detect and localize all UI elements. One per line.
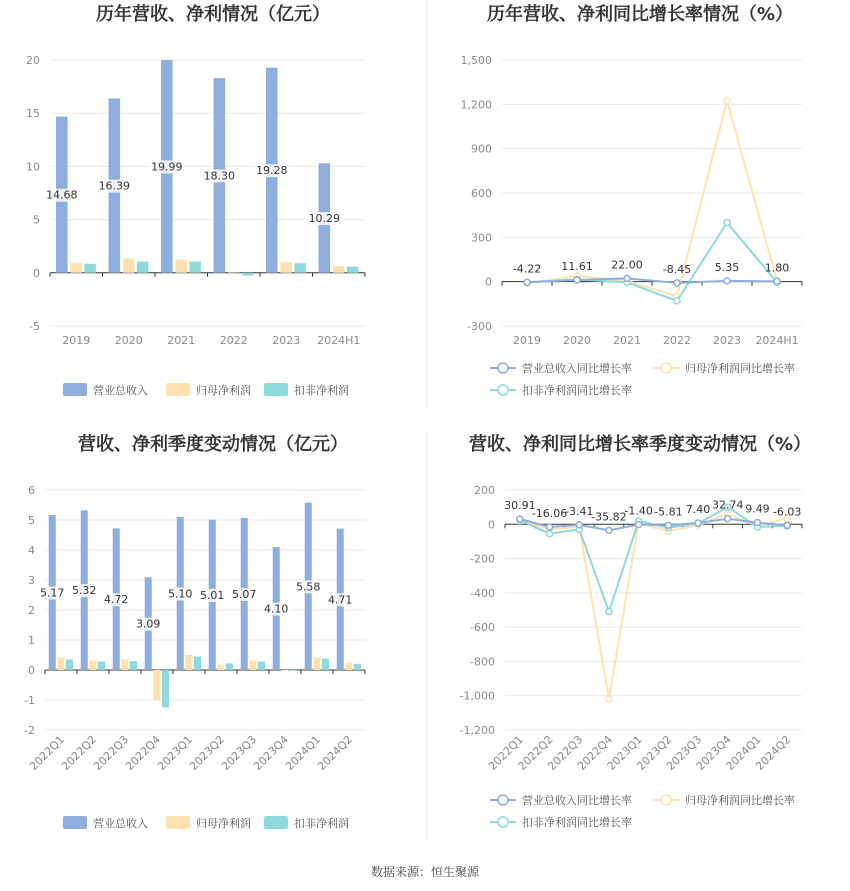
bar-net-profit [345,663,352,671]
x-tick-label: 2022Q4 [123,732,164,773]
legend-label: 扣非净利润 [294,384,349,397]
legend-marker [498,363,508,373]
point-revenue-growth [774,278,780,284]
y-tick-label: 200 [474,484,495,497]
bar-deducted-profit [290,670,297,671]
bar-net-profit [185,655,192,670]
legend-label: 营业总收入同比增长率 [522,794,632,807]
y-tick-label: 10 [26,160,40,174]
legend-swatch [166,383,190,396]
legend-label: 扣非净利润同比增长率 [522,816,632,829]
y-tick-label: 0 [28,664,35,677]
data-label: -8.45 [662,262,692,276]
annual-growth-rate-chart [461,3,803,397]
y-tick-label: -300 [467,320,492,333]
data-label: 5.58 [295,580,321,594]
x-tick-label: 2024Q2 [315,732,356,773]
y-tick-label: 900 [471,142,492,156]
point-deducted-profit-growth [724,220,730,226]
bar-deducted-profit [226,663,233,670]
x-tick-label: 2023Q3 [219,732,260,773]
y-tick-label: -200 [470,552,495,566]
y-tick-label: -5 [29,320,40,333]
x-tick-label: 2020 [563,334,591,347]
quarterly-growth-rate-chart [460,433,811,829]
chart-title: 历年营收、净利情况（亿元） [96,4,330,25]
bar-net-profit [123,258,135,272]
x-tick-label: 2022Q2 [515,732,556,773]
x-tick-label: 2022Q3 [91,732,132,773]
data-label: 19.99 [151,160,183,174]
data-label: -35.82 [591,510,627,524]
bar-deducted-profit [294,263,306,273]
point-revenue-growth [576,522,582,528]
data-label: -3.41 [565,504,594,518]
legend-marker [661,363,671,373]
legend-marker [498,817,508,827]
bar-deducted-profit [84,264,96,273]
x-tick-label: 2022Q3 [545,732,586,773]
x-tick-label: 2024H1 [317,334,361,347]
data-source-note: 数据来源：恒生聚源 [370,865,480,879]
legend-label: 扣非净利润同比增长率 [522,384,632,397]
x-tick-label: 2024Q2 [753,732,794,773]
data-label: 11.61 [561,259,593,273]
y-tick-label: 3 [28,574,35,587]
data-label: 1.80 [764,261,790,275]
x-tick-label: 2023 [713,334,741,347]
data-label: -6.03 [772,505,802,519]
bar-net-profit [333,266,345,273]
legend-label: 归母净利润同比增长率 [685,794,795,807]
legend-label: 归母净利润同比增长率 [685,362,795,375]
y-tick-label: 5 [33,213,40,227]
y-tick-label: 5 [28,514,35,527]
y-tick-label: 1 [28,634,35,647]
legend-marker [498,795,508,805]
legend-label: 归母净利润 [196,817,251,830]
bar-deducted-profit [258,662,265,670]
x-tick-label: 2023Q4 [251,732,292,773]
y-tick-label: -1 [24,694,35,707]
legend-label: 扣非净利润 [294,817,349,830]
bar-net-profit [175,260,187,273]
point-revenue-growth [665,522,671,528]
y-tick-label: 300 [471,231,492,245]
x-tick-label: 2024Q1 [283,732,324,773]
bar-net-profit [280,262,292,273]
bar-net-profit [313,657,320,670]
legend-marker [498,385,508,395]
bar-deducted-profit [194,657,201,671]
y-tick-label: -1,200 [459,724,495,737]
bar-deducted-profit [189,262,201,273]
data-label: 7.40 [685,503,711,517]
y-tick-label: 1,500 [460,54,492,67]
x-tick-label: 2022 [219,334,248,347]
bar-net-profit [249,660,256,670]
legend-swatch [166,816,190,829]
y-tick-label: -400 [470,586,495,600]
y-tick-label: -1,000 [459,689,495,703]
data-label: -5.81 [654,505,683,519]
bar-deducted-profit [347,267,359,273]
point-revenue-growth [624,275,630,281]
legend-marker [661,795,671,805]
legend-label: 营业总收入同比增长率 [522,362,632,375]
point-revenue-growth [574,277,580,283]
data-label: 10.29 [308,212,341,226]
point-revenue-growth [606,527,612,533]
bar-deducted-profit [162,670,169,708]
x-tick-label: 2023Q3 [664,732,705,773]
quarterly-revenue-profit-chart [24,433,365,830]
bar-net-profit [70,263,82,273]
legend-swatch [63,383,87,396]
x-tick-label: 2022Q1 [485,732,526,773]
x-tick-label: 2023Q2 [187,732,228,773]
point-net-profit-growth [606,696,612,702]
bar-net-profit [57,657,64,670]
x-tick-label: 2021 [167,334,196,347]
point-deducted-profit-growth [547,531,553,537]
legend-swatch [63,816,87,829]
data-label: 30.91 [504,498,536,512]
data-label: 14.68 [46,188,78,202]
bar-net-profit [217,665,224,670]
point-revenue-growth [636,522,642,528]
bar-net-profit [281,670,288,671]
point-revenue-growth [784,522,790,528]
point-revenue-growth [754,520,760,526]
legend-label: 归母净利润 [196,384,251,397]
y-tick-label: 600 [471,187,492,200]
bar-net-profit [153,670,160,700]
legend-swatch [264,383,288,396]
bar-net-profit [89,660,96,670]
y-tick-label: 4 [28,544,35,557]
data-label: 5.07 [231,587,257,601]
x-tick-label: 2024H1 [755,334,799,347]
line-net-profit-growth [520,514,787,699]
y-tick-label: 2 [28,604,35,617]
x-tick-label: 2022Q1 [27,732,68,773]
data-label: -4.22 [512,262,542,276]
point-revenue-growth [547,524,553,530]
point-revenue-growth [725,516,731,522]
x-tick-label: 2021 [613,334,641,347]
point-revenue-growth [517,516,523,522]
point-revenue-growth [695,520,701,526]
x-tick-label: 2023Q2 [634,732,675,773]
x-tick-label: 2022Q4 [575,732,616,773]
x-tick-label: 2019 [513,334,541,347]
data-label: 4.10 [263,602,289,616]
bar-net-profit [121,660,128,671]
bar-deducted-profit [66,660,73,671]
legend-label: 营业总收入 [93,384,148,397]
annual-revenue-profit-chart [26,3,365,397]
legend-swatch [264,816,288,829]
data-label: 4.72 [103,593,129,607]
bar-deducted-profit [137,262,149,273]
bar-deducted-profit [354,664,361,670]
data-label: -1.40 [624,504,653,518]
chart-title: 历年营收、净利同比增长率情况（%） [486,4,794,25]
data-label: 5.35 [714,260,740,274]
data-label: 5.10 [167,587,193,601]
data-label: -16.06 [531,507,568,521]
x-tick-label: 2023Q1 [155,732,196,773]
point-net-profit-growth [724,98,730,104]
y-tick-label: 0 [488,518,495,532]
point-deducted-profit-growth [606,609,612,615]
y-tick-label: 6 [28,484,35,497]
x-tick-label: 2023Q4 [693,732,734,773]
y-tick-label: 15 [26,107,40,121]
data-label: 5.01 [199,588,225,602]
data-label: 5.17 [39,586,65,600]
data-label: 19.28 [256,164,288,178]
point-revenue-growth [674,280,680,286]
x-tick-label: 2020 [114,334,143,347]
data-label: 9.49 [745,502,770,516]
y-tick-label: 20 [26,54,40,67]
y-tick-label: 1,200 [460,98,492,112]
data-label: 4.71 [327,593,353,607]
legend-label: 营业总收入 [93,817,148,830]
x-tick-label: 2019 [62,334,91,347]
y-tick-label: -800 [470,655,495,669]
bar-deducted-profit [130,661,137,670]
data-label: 32.74 [712,498,744,512]
chart-title: 营收、净利同比增长率季度变动情况（%） [468,434,812,455]
y-tick-label: 0 [33,266,40,280]
y-tick-label: -2 [24,724,35,737]
x-tick-label: 2023Q1 [604,732,645,773]
y-tick-label: -600 [470,621,495,635]
data-label: 5.32 [71,584,97,598]
bar-net-profit [228,272,240,273]
data-label: 16.39 [98,179,131,193]
bar-deducted-profit [322,659,329,670]
point-revenue-growth [724,278,730,284]
data-label: 3.09 [135,617,161,631]
point-revenue-growth [524,279,530,285]
x-tick-label: 2022Q2 [59,732,100,773]
bar-deducted-profit [98,662,105,670]
x-tick-label: 2022 [663,334,691,347]
chart-title: 营收、净利季度变动情况（亿元） [78,434,348,455]
x-tick-label: 2024Q1 [723,732,764,773]
point-deducted-profit-growth [674,298,680,304]
y-tick-label: 0 [485,275,492,289]
bar-deducted-profit [242,273,254,276]
x-tick-label: 2023 [272,334,301,347]
data-label: 22.00 [611,258,643,272]
data-label: 18.30 [203,169,236,183]
